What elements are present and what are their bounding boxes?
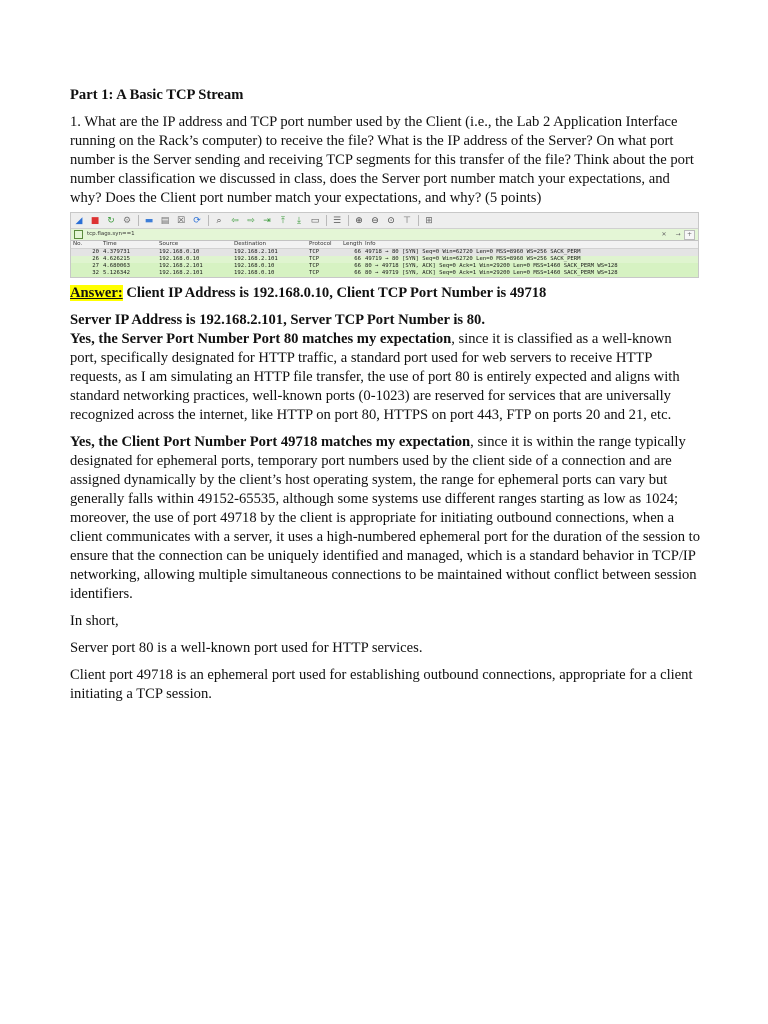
packet-destination: 192.168.0.10 — [232, 263, 307, 270]
column-header-length[interactable]: Length — [343, 241, 363, 247]
reload-icon[interactable]: ⟳ — [193, 215, 201, 226]
column-header-info[interactable]: Info — [363, 241, 698, 249]
normal-size-icon[interactable]: ⊙ — [387, 215, 395, 226]
packet-row[interactable] — [71, 249, 698, 257]
resize-columns-icon[interactable]: ⊤ — [403, 215, 411, 226]
shark-fin-icon[interactable]: ◢ — [75, 215, 83, 226]
bookmark-filter-icon[interactable] — [74, 230, 83, 239]
question-text: 1. What are the IP address and TCP port number used by the Client (i.e., the Lab 2 Application Interface running on the Rack’s computer) to receive the file? What is the IP address of the Server? On what port number is the Server sending and receiving TCP segments for this transfer of the file? Think about the port number classification we discussed in class, does the Server port number match your expectations, and why? Does the Client port number match your expectations, and why? (5 points) — [70, 114, 694, 206]
packet-row[interactable] — [71, 270, 698, 277]
packet-time: 4.379731 — [101, 249, 157, 257]
packet-protocol: TCP — [307, 249, 341, 257]
column-header-no[interactable]: No. — [71, 241, 101, 249]
packet-time: 5.126342 — [101, 270, 157, 277]
packet-length: 66 — [341, 256, 363, 263]
summary-server: Server port 80 is a well-known port used for HTTP services. — [70, 640, 423, 656]
server-port-paragraph — [70, 330, 700, 425]
go-to-packet-icon[interactable]: ⇥ — [263, 215, 271, 226]
packet-destination: 192.168.2.101 — [232, 256, 307, 263]
last-packet-icon[interactable]: ⤓ — [297, 215, 301, 226]
packet-protocol: TCP — [307, 256, 341, 263]
packet-info: 80 → 49719 [SYN, ACK] Seq=0 Ack=1 Win=29200 Len=0 MSS=1460 SACK_PERM WS=128 — [363, 270, 698, 277]
column-header-source[interactable]: Source — [157, 241, 232, 249]
answer-line-client — [70, 284, 700, 303]
packet-no: 32 — [71, 270, 101, 277]
zoom-out-icon[interactable]: ⊖ — [371, 215, 379, 226]
answer-line-server: Server IP Address is 192.168.2.101, Server TCP Port Number is 80. — [70, 312, 485, 328]
expand-columns-icon[interactable]: ⊞ — [425, 215, 433, 226]
packet-length: 66 — [341, 270, 363, 277]
close-file-icon[interactable]: ☒ — [176, 215, 186, 226]
section-heading: Part 1: A Basic TCP Stream — [70, 87, 244, 103]
first-packet-icon[interactable]: ⤒ — [281, 215, 285, 226]
options-gear-icon[interactable]: ⚙ — [122, 215, 132, 226]
answer-client-text: Client IP Address is 192.168.0.10, Client TCP Port Number is 49718 — [122, 285, 547, 301]
stop-icon[interactable]: ■ — [90, 215, 100, 226]
server-port-explanation: , since it is classified as a well-known port, specifically designated for HTTP traffic, a standard port used for web servers to receive HTTP requests, as I am simulating an HTTP file transfer, the use of port 80 is entirely expected and aligns with standard networking practices, well-known ports (0-1023) are reserved for services that are universally recognized across the internet, like HTTP on port 80, HTTPS on port 443, FTP on ports 20 and 21, etc. — [70, 331, 680, 423]
wireshark-capture — [70, 212, 699, 278]
client-port-claim: Yes, the Client Port Number Port 49718 matches my expectation — [70, 434, 471, 450]
column-header-time[interactable]: Time — [101, 241, 157, 249]
server-port-claim: Yes, the Server Port Number Port 80 matches my expectation — [70, 331, 452, 347]
client-port-explanation: , since it is within the range typically designated for ephemeral ports, temporary port numbers used by the client side of a connection and are assigned dynamically by the client’s host operating system, the range for ephemeral ports can vary but generally falls within 49152-65535, although some systems use different ranges starting as low as 1024; moreover, the use of port 49718 by the client is appropriate for initiating outbound connections, when a client communicates with a server, it uses a high-numbered ephemeral port for the duration of the session to ensure that the connection can be uniquely identified and managed, which is a standard behavior in TCP/IP networking, allowing multiple simultaneous connections to be maintained without conflict between session identifiers. — [70, 434, 701, 602]
display-filter-input[interactable]: tcp.flags.syn==1 — [87, 231, 135, 237]
packet-list — [71, 241, 698, 277]
packet-source: 192.168.0.10 — [157, 249, 232, 257]
colorize-icon[interactable]: ☰ — [332, 215, 342, 226]
column-header-destination[interactable]: Destination — [232, 241, 307, 249]
find-packet-icon[interactable]: ⌕ — [216, 215, 222, 226]
apply-filter-icon[interactable]: → — [675, 231, 681, 238]
document-page — [70, 86, 700, 712]
packet-length: 66 — [341, 249, 363, 257]
client-port-paragraph — [70, 433, 700, 604]
save-file-icon[interactable]: ▤ — [160, 215, 170, 226]
open-folder-icon[interactable]: ▬ — [144, 215, 154, 226]
answer-label: Answer: — [70, 285, 123, 301]
column-header-protocol[interactable]: Protocol — [307, 241, 341, 249]
packet-no: 27 — [71, 263, 101, 270]
add-filter-button[interactable]: + — [684, 230, 695, 240]
go-back-icon[interactable]: ⇦ — [231, 215, 239, 226]
packet-row[interactable] — [71, 256, 698, 263]
packet-time: 4.626215 — [101, 256, 157, 263]
packet-destination: 192.168.2.101 — [232, 249, 307, 257]
packet-source: 192.168.0.10 — [157, 256, 232, 263]
packet-destination: 192.168.0.10 — [232, 270, 307, 277]
go-forward-icon[interactable]: ⇨ — [247, 215, 255, 226]
packet-info: 49719 → 80 [SYN] Seq=0 Win=62720 Len=0 MSS=8960 WS=256 SACK_PERM — [363, 256, 698, 263]
packet-no: 20 — [71, 249, 101, 257]
summary-client: Client port 49718 is an ephemeral port used for establishing outbound connections, appropriate for a client initiating a TCP session. — [70, 667, 693, 702]
autoscroll-icon[interactable]: ▭ — [310, 215, 320, 226]
packet-length: 66 — [341, 263, 363, 270]
packet-source: 192.168.2.101 — [157, 263, 232, 270]
display-filter-bar[interactable] — [71, 229, 698, 241]
packet-info: 80 → 49718 [SYN, ACK] Seq=0 Ack=1 Win=29200 Len=0 MSS=1460 SACK_PERM WS=128 — [363, 263, 698, 270]
summary-intro: In short, — [70, 613, 119, 629]
packet-info: 49718 → 80 [SYN] Seq=0 Win=62720 Len=0 MSS=8960 WS=256 SACK_PERM — [363, 249, 698, 257]
restart-icon[interactable]: ↻ — [107, 215, 115, 226]
packet-protocol: TCP — [307, 270, 341, 277]
packet-row[interactable] — [71, 263, 698, 270]
clear-filter-icon[interactable]: ✕ — [661, 231, 667, 238]
packet-no: 26 — [71, 256, 101, 263]
packet-time: 4.680063 — [101, 263, 157, 270]
zoom-in-icon[interactable]: ⊕ — [355, 215, 363, 226]
packet-source: 192.168.2.101 — [157, 270, 232, 277]
packet-protocol: TCP — [307, 263, 341, 270]
